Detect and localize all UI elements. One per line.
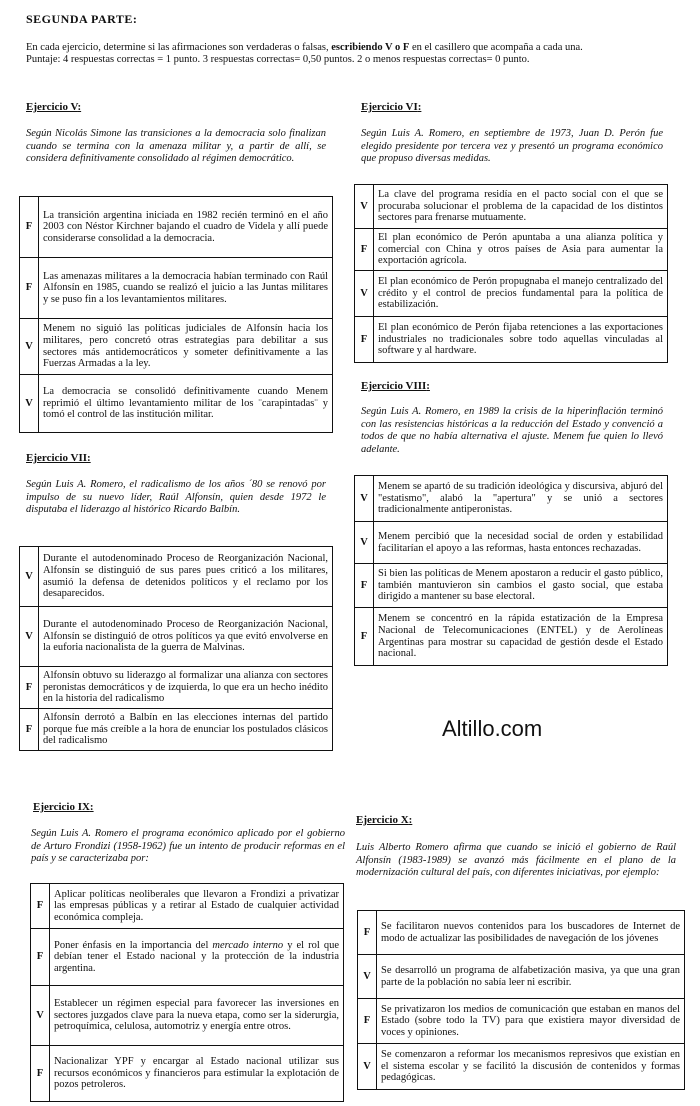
table-row [355, 229, 668, 271]
statement-text: Establecer un régimen especial para favorecer las inversiones en sectores juzgados clave para la nueva etapa, como ser la siderurgia, petroquímica, celulosa, automotriz y energía entre otros. [50, 986, 344, 1046]
answer-cell[interactable]: F [31, 1046, 50, 1102]
table-row [355, 608, 668, 666]
answer-cell[interactable]: V [20, 607, 39, 667]
instructions-bold: escribiendo V o F [331, 42, 410, 53]
exercise-v-title: Ejercicio V: [26, 101, 82, 113]
statement-text: Se facilitaron nuevos contenidos para los buscadores de Internet de modo de actualizar las posibilidades de navegación de los jóvenes [377, 911, 685, 955]
instructions-text [26, 42, 676, 54]
answer-cell[interactable]: V [20, 547, 39, 607]
table-row [358, 1044, 685, 1090]
table-row [355, 522, 668, 564]
exercise-vi-title-text: Ejercicio VI [361, 101, 418, 113]
statement-text: La clave del programa residía en el pacto social con el que se procuraba solucionar el problema de la capacidad de los distintos sectores para frenarse mutuamente. [374, 185, 668, 229]
answer-cell[interactable]: F [355, 608, 374, 666]
page-title: SEGUNDA PARTE: [26, 12, 138, 26]
table-row [20, 607, 333, 667]
statement-text: Se privatizaron los medios de comunicación que estaban en manos del Estado (sobre todo la TV) para que existiera mayor diversidad de voces y opiniones. [377, 999, 685, 1044]
statement-text: Se comenzaron a reformar los mecanismos represivos que existían en el sistema escolar y se facilitó la discusión de contenidos y formas pedagógicas. [377, 1044, 685, 1090]
answer-cell[interactable]: V [31, 986, 50, 1046]
exercise-viii-title: Ejercicio VIII: [361, 380, 430, 392]
statement-text: Alfonsín derrotó a Balbín en las elecciones internas del partido porque fue más creíble a la hora de enunciar los postulados clásicos del radicalismo [39, 709, 333, 751]
table-row [20, 258, 333, 319]
exercise-x-title: Ejercicio X: [356, 814, 413, 826]
exercise-ix-intro: Según Luis A. Romero el programa económico aplicado por el gobierno de Arturo Frondizi (1958-1962) fue un intento de producir reformas en el país y se caracterizaba por: [31, 828, 345, 864]
instructions-post: en el casillero que acompaña a cada una. [409, 42, 583, 53]
statement-text: El plan económico de Perón fijaba retenciones a las exportaciones industriales no tradicionales sobre todo aquellas vinculadas al software y al hardware. [374, 317, 668, 363]
table-row [355, 564, 668, 608]
answer-cell[interactable]: F [355, 317, 374, 363]
exercise-x-intro: Luis Alberto Romero afirma que cuando se inició el gobierno de Raúl Alfonsín (1983-1989) se avanzó más fácilmente en el plano de la modernización cultural del país, con diferentes iniciativas, por ejemplo: [356, 842, 676, 878]
exercise-vi-title: Ejercicio VI: [361, 101, 422, 113]
answer-cell[interactable]: V [20, 319, 39, 375]
instructions [26, 42, 676, 66]
answer-cell[interactable]: F [20, 197, 39, 258]
table-row [20, 197, 333, 258]
watermark: Altillo.com [442, 716, 543, 741]
exercise-vii-title-text: Ejercicio VII [26, 452, 87, 464]
statement-text: El plan económico de Perón propugnaba el manejo centralizado del crédito y el control de precios fundamental para la política de estabilización. [374, 271, 668, 317]
answer-cell[interactable]: F [20, 709, 39, 751]
answer-cell[interactable]: V [355, 271, 374, 317]
statement-text: Menem no siguió las políticas judiciales de Alfonsín hacia los militares, pero concretó otras estrategias para debilitar a sus sectores más antidemocráticos y someter definitivamente a las Fuerzas Armadas a la ley. [39, 319, 333, 375]
statement-text: Menem se apartó de su tradición ideológica y discursiva, abjuró del "estatismo", alabó la "apertura" y se unió a sectores tradicionalmente antiperonistas. [374, 476, 668, 522]
table-row [31, 1046, 344, 1102]
exercise-x-table [357, 910, 685, 1090]
statement-text: Se desarrolló un programa de alfabetización masiva, ya que una gran parte de la población no sabía leer ni escribir. [377, 955, 685, 999]
table-row [20, 319, 333, 375]
exercise-vii-title: Ejercicio VII: [26, 452, 91, 464]
answer-cell[interactable]: F [31, 929, 50, 986]
answer-cell[interactable]: V [355, 522, 374, 564]
scoring-text: Puntaje: 4 respuestas correctas = 1 punto. 3 respuestas correctas= 0,50 puntos. 2 o menos respuestas correctas= 0 punto. [26, 54, 530, 65]
answer-cell[interactable]: F [31, 884, 50, 929]
table-row [358, 911, 685, 955]
answer-cell[interactable]: F [20, 667, 39, 709]
answer-cell[interactable]: F [358, 999, 377, 1044]
table-row [20, 375, 333, 433]
table-row [31, 884, 344, 929]
table-row [355, 476, 668, 522]
instructions-pre: En cada ejercicio, determine si las afirmaciones son verdaderas o falsas, [26, 42, 332, 53]
answer-cell[interactable]: V [355, 185, 374, 229]
statement-text: La transición argentina iniciada en 1982 recién terminó en el año 2003 con Néstor Kirchner bajando el cuadro de Videla y allí puede considerarse consolidad a la democracia. [39, 197, 333, 258]
exercise-v-intro: Según Nicolás Simone las transiciones a la democracia solo finalizan cuando se termina con la amenaza militar y, a partir de allí, se considera definitivamente consolidado al régimen democrático. [26, 128, 326, 164]
table-row [31, 986, 344, 1046]
exercise-v-table [19, 196, 333, 433]
table-row [358, 999, 685, 1044]
statement-text: Menem se concentró en la rápida estatización de la Empresa Nacional de Telecomunicaciones (ENTEL) y de Aerolíneas Argentinas para mostrar su capacidad de gestión desde el Estado nacional. [374, 608, 668, 666]
exercise-viii-intro: Según Luis A. Romero, en 1989 la crisis de la hiperinflación terminó con las resistencias históricas a la reducción del Estado y convenció a todos de que no había alternativa el ajuste. Menem fue quien lo llevó adelante. [361, 406, 663, 455]
answer-cell[interactable]: V [358, 955, 377, 999]
table-row [355, 185, 668, 229]
answer-cell[interactable]: V [358, 1044, 377, 1090]
statement-text: Durante el autodenominado Proceso de Reorganización Nacional, Alfonsín se distinguió de otros políticos ya que evitó envolverse en la euforia nacionalista de la guerra de Malvinas. [39, 607, 333, 667]
answer-cell[interactable]: F [358, 911, 377, 955]
exercise-v-title-text: Ejercicio V [26, 101, 78, 113]
statement-text: El plan económico de Perón apuntaba a una alianza política y comercial con China y otros países de Asia para aumentar la exportación agrícola. [374, 229, 668, 271]
statement-text: Durante el autodenominado Proceso de Reorganización Nacional, Alfonsín se distinguió de sus pares pues criticó a los militares, asumió la defensa de detenidos políticos y el reclamo por los desaparecidos. [39, 547, 333, 607]
exercise-vii-intro: Según Luis A. Romero, el radicalismo de los años ´80 se renovó por impulso de su nuevo líder, Raúl Alfonsín, quien desde 1972 le disputaba el liderazgo al histórico Ricardo Balbín. [26, 479, 326, 515]
statement-text: Las amenazas militares a la democracia habían terminado con Raúl Alfonsín en 1985, cuando se realizó el juicio a las Juntas militares y se puso fin a los levantamientos militares. [39, 258, 333, 319]
statement-text-emphasis: mercado interno [212, 939, 284, 951]
answer-cell[interactable]: F [355, 229, 374, 271]
exercise-viii-title-text: Ejercicio VIII [361, 380, 427, 392]
statement-text-pre: Poner énfasis en la importancia del [54, 939, 213, 951]
exercise-viii-table [354, 475, 668, 666]
exercise-vi-intro: Según Luis A. Romero, en septiembre de 1973, Juan D. Perón fue elegido presidente por tercera vez y presentó un programa económico que propuso diversas medidas. [361, 128, 663, 164]
table-row [31, 929, 344, 986]
statement-text: Nacionalizar YPF y encargar al Estado nacional utilizar sus recursos económicos y financieros para estimular la explotación de pozos petroleros. [50, 1046, 344, 1102]
answer-cell[interactable]: F [355, 564, 374, 608]
statement-text [50, 929, 344, 986]
statement-text: Menem percibió que la necesidad social de orden y estabilidad facilitarían el apoyo a las reformas, hasta entonces rechazadas. [374, 522, 668, 564]
exercise-vii-table [19, 546, 333, 751]
exercise-x-title-text: Ejercicio X [356, 814, 409, 826]
exercise-ix-table [30, 883, 344, 1102]
answer-cell[interactable]: V [20, 375, 39, 433]
statement-text: La democracia se consolidó definitivamente cuando Menem reprimió el último levantamiento militar de los ¨carapintadas¨ y tomó el control de las institución militar. [39, 375, 333, 433]
exercise-ix-title: Ejercicio IX: [33, 801, 94, 813]
table-row [358, 955, 685, 999]
exercise-vi-table [354, 184, 668, 363]
statement-text: Aplicar políticas neoliberales que llevaron a Frondizi a privatizar las empresas públicas y a retirar al Estado de cualquier actividad económica compleja. [50, 884, 344, 929]
table-row [20, 547, 333, 607]
table-row [20, 667, 333, 709]
table-row [20, 709, 333, 751]
statement-text: Si bien las políticas de Menem apostaron a reducir el gasto público, también mantuvieron sin cambios el gasto social, que estaba dirigido a mantener su base electoral. [374, 564, 668, 608]
statement-text: Alfonsín obtuvo su liderazgo al formalizar una alianza con sectores peronistas democráticos y de izquierda, lo que era un hecho inédito en la historia del radicalismo [39, 667, 333, 709]
answer-cell[interactable]: F [20, 258, 39, 319]
table-row [355, 271, 668, 317]
exercise-ix-title-text: Ejercicio IX [33, 801, 90, 813]
answer-cell[interactable]: V [355, 476, 374, 522]
statement-text-post: y el rol que debían tener el Estado nacional y la protección de la industria argentina. [54, 939, 339, 974]
table-row [355, 317, 668, 363]
